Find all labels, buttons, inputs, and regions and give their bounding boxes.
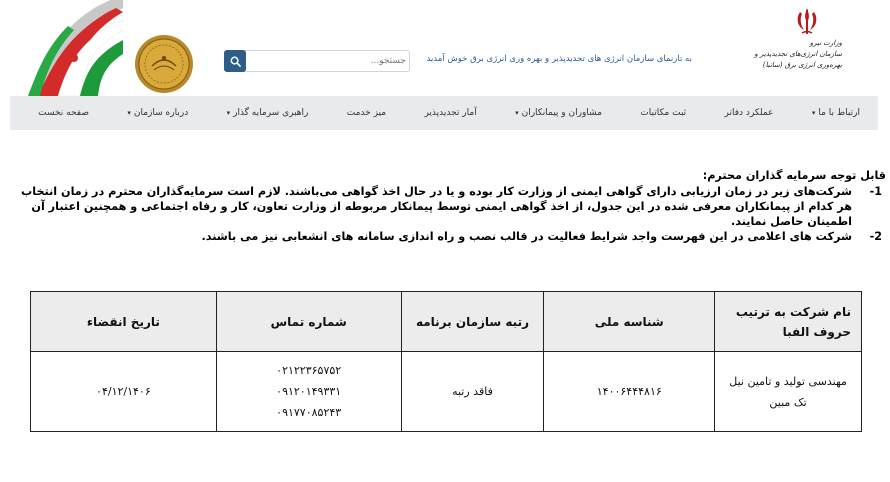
notice-item-number: -2 — [869, 230, 882, 243]
nav-item-home[interactable] — [38, 108, 89, 118]
org-name-line: وزارت نیرو — [809, 39, 842, 47]
emblem-icon — [792, 6, 822, 36]
table-header-row — [31, 292, 862, 352]
nav-item-office-performance[interactable] — [725, 108, 774, 118]
cell-rank: فاقد رتبه — [401, 352, 544, 432]
phone-number: ۰۹۱۲۰۱۴۹۳۳۱ — [276, 385, 342, 398]
nav-item-consultants[interactable] — [515, 108, 602, 118]
chevron-down-icon: ▾ — [515, 109, 519, 117]
column-header-company-name: نام شرکت به ترتیب حروف الفبا — [715, 292, 862, 352]
nav-item-contact[interactable] — [812, 108, 860, 118]
nav-item-label: درباره سازمان — [133, 108, 189, 118]
nav-item-correspondence[interactable] — [640, 108, 686, 118]
main-nav — [10, 96, 878, 130]
contractor-table — [30, 291, 862, 432]
nav-item-service-desk[interactable] — [347, 108, 386, 118]
cell-phone — [216, 352, 401, 432]
search-button[interactable] — [224, 50, 246, 72]
flag-icon — [28, 0, 123, 96]
org-name-line: سازمان انرژی‌های تجدیدپذیر و — [754, 50, 842, 58]
column-header-expiry: تاریخ انقضاء — [31, 292, 217, 352]
table-row — [31, 352, 862, 432]
notice-item-text: شرکت‌های زیر در زمان ارزیابی دارای گواهی ایمنی از وزارت کار بوده و یا در حال اخذ گواهی می‌باشند. لازم است سرمایه‌گذاران محترم در زمان انتخاب هر کدام از پیمانکاران معرفی شده در این جدول، از اخذ گواهی ایمنی توسط پیمانکار مربوطه از وزارت تعاون، کار و رفاه اجتماعی و همچنین اعتبار آن اطمینان حاصل نمایند. — [21, 185, 852, 228]
cell-expiry: ۰۴/۱۲/۱۴۰۶ — [31, 352, 217, 432]
chevron-down-icon: ▾ — [127, 109, 131, 117]
nav-item-label: آمار تجدیدپذیر — [424, 108, 477, 118]
search-icon — [230, 56, 241, 67]
nav-item-renewable-stats[interactable] — [424, 108, 476, 118]
org-logo[interactable] — [754, 6, 842, 92]
nav-item-investor-guide[interactable] — [227, 108, 309, 118]
cell-national-id: ۱۴۰۰۶۴۴۴۸۱۶ — [544, 352, 715, 432]
nav-item-label: صفحه نخست — [38, 108, 89, 118]
notice-item-number: -1 — [869, 185, 882, 198]
notice-item — [10, 229, 886, 244]
nav-item-label: راهبری سرمایه گذار — [233, 108, 309, 118]
nav-item-label: ثبت مکاتبات — [640, 108, 687, 118]
nav-item-label: مشاوران و پیمانکاران — [521, 108, 602, 118]
nav-item-label: عملکرد دفاتر — [724, 108, 774, 118]
nav-item-label: ارتباط با ما — [818, 108, 860, 118]
org-name-line: بهره‌وری انرژی برق (ساتبا) — [762, 61, 842, 69]
column-header-rank: رتبه سازمان برنامه — [401, 292, 544, 352]
chevron-down-icon: ▾ — [226, 109, 231, 117]
nav-item-about[interactable] — [127, 108, 188, 118]
column-header-phone: شماره تماس — [216, 292, 401, 352]
phone-number: ۰۹۱۷۷۰۸۵۲۴۳ — [276, 406, 342, 419]
notice-heading: قابل توجه سرمایه گذاران محترم: — [702, 169, 886, 182]
welcome-text: به تارنمای سازمان انرژی های تجدیدپذیر و بهره وری انرژی برق خوش آمدید — [426, 54, 692, 64]
notice-item-text: شرکت های اعلامی در این فهرست واجد شرایط فعالیت در قالب نصب و راه اندازی سامانه های انشعابی نیز می باشند. — [201, 230, 852, 243]
notice-item — [10, 184, 886, 229]
search-input[interactable] — [250, 51, 406, 71]
investor-notice — [10, 168, 886, 244]
column-header-national-id: شناسه ملی — [544, 292, 715, 352]
chevron-down-icon: ▾ — [811, 109, 816, 117]
cell-company-name: مهندسی تولید و تامین نیل تک مبین — [715, 352, 862, 432]
phone-number: ۰۲۱۲۲۳۶۵۷۵۲ — [276, 364, 342, 377]
site-header — [0, 0, 890, 96]
nav-item-label: میز خدمت — [346, 108, 387, 118]
seal-icon — [134, 34, 194, 94]
